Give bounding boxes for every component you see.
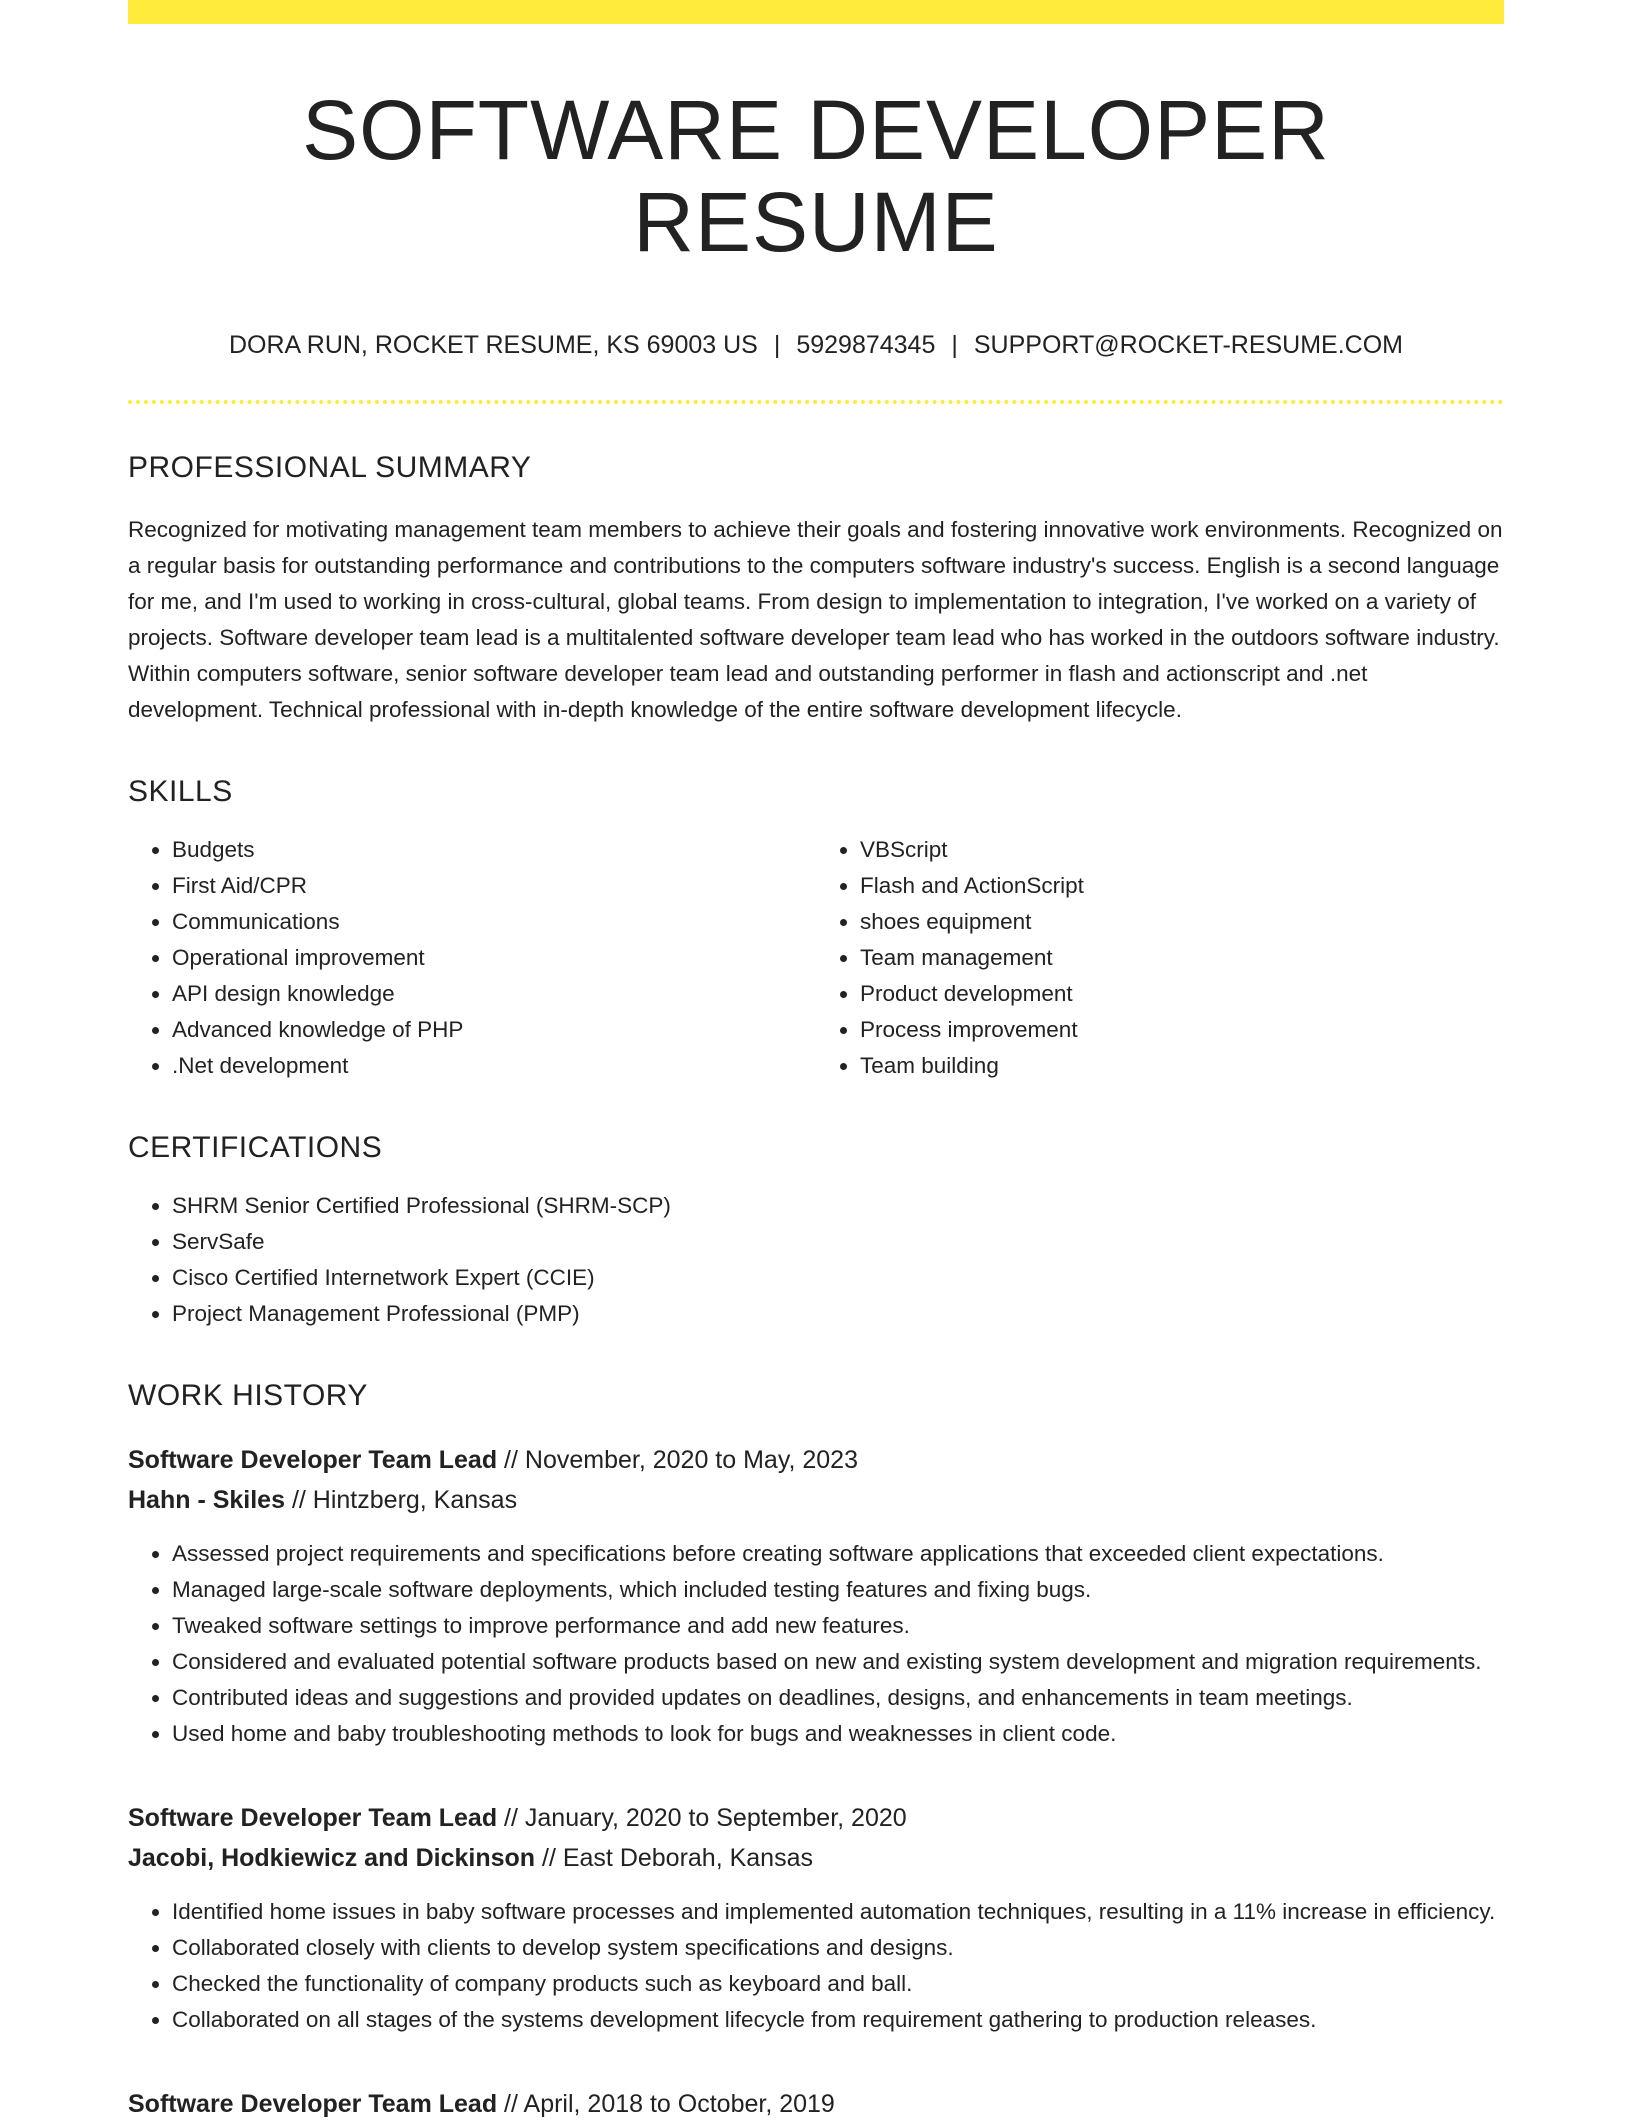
certifications-list [128, 1188, 1504, 1332]
job-bullets [128, 1894, 1504, 2038]
job-company: Jacobi, Hodkiewicz and Dickinson [128, 1843, 536, 1872]
job-bullet: • Identified home issues in baby software processes and implemented automation techniques, resulting in a 11% increase in efficiency. [172, 1894, 1504, 1930]
job-entry [128, 1798, 1504, 2038]
job-title: Software Developer Team Lead [128, 1803, 498, 1832]
job-bullet: • Tweaked software settings to improve performance and add new features. [172, 1608, 1504, 1644]
skill-item: • Product development [860, 976, 1504, 1012]
contact-phone: 5929874345 [796, 330, 936, 359]
skill-item: • VBScript [860, 832, 1504, 868]
job-dates: April, 2018 to October, 2019 [523, 2089, 835, 2118]
contact-email: SUPPORT@ROCKET-RESUME.COM [973, 330, 1404, 359]
job-title-line [128, 1440, 1504, 1480]
dotted-divider [128, 400, 1504, 404]
work-history-heading: WORK HISTORY [128, 1378, 368, 1412]
skill-item: • API design knowledge [172, 976, 816, 1012]
job-bullet: • Assessed project requirements and specifications before creating software applications that exceeded client expectations. [172, 1536, 1504, 1572]
skill-item: • Communications [172, 904, 816, 940]
skills-list-right [816, 832, 1504, 1084]
job-separator: // [535, 1843, 563, 1872]
certification-item: • SHRM Senior Certified Professional (SHRM-SCP) [172, 1188, 1504, 1224]
job-dates: November, 2020 to May, 2023 [524, 1445, 858, 1474]
job-company: Hahn - Skiles [128, 1485, 285, 1514]
job-location: East Deborah, Kansas [562, 1843, 813, 1872]
job-entry [128, 1440, 1504, 1752]
job-bullet: • Considered and evaluated potential software products based on new and existing system development and migration requirements. [172, 1644, 1504, 1680]
certification-item: • Cisco Certified Internetwork Expert (CCIE) [172, 1260, 1504, 1296]
certifications-heading: CERTIFICATIONS [128, 1130, 383, 1164]
skills-heading: SKILLS [128, 774, 233, 808]
skill-item: • Budgets [172, 832, 816, 868]
job-separator: // [497, 2089, 524, 2118]
job-entry [128, 2084, 1504, 2124]
skills-columns [128, 832, 1504, 1084]
contact-address: DORA RUN, ROCKET RESUME, KS 69003 US [228, 330, 758, 359]
job-title-line [128, 2084, 1504, 2124]
skill-item: • Advanced knowledge of PHP [172, 1012, 816, 1048]
contact-separator: | [951, 330, 958, 359]
resume-page [128, 0, 1504, 2124]
skill-item: • .Net development [172, 1048, 816, 1084]
job-separator: // [497, 1445, 525, 1474]
job-title-line [128, 1798, 1504, 1838]
skill-item: • Flash and ActionScript [860, 868, 1504, 904]
job-title: Software Developer Team Lead [128, 1445, 498, 1474]
job-bullet: • Checked the functionality of company products such as keyboard and ball. [172, 1966, 1504, 2002]
job-bullet: • Collaborated on all stages of the systems development lifecycle from requirement gathering to production releases. [172, 2002, 1504, 2038]
accent-bar [128, 0, 1504, 24]
skill-item: • shoes equipment [860, 904, 1504, 940]
job-separator: // [497, 1803, 525, 1832]
skills-list-left [128, 832, 816, 1084]
job-company-line [128, 1838, 1504, 1878]
skill-item: • Team management [860, 940, 1504, 976]
job-location: Hintzberg, Kansas [312, 1485, 518, 1514]
job-bullet: • Managed large-scale software deployments, which included testing features and fixing bugs. [172, 1572, 1504, 1608]
certification-item: • Project Management Professional (PMP) [172, 1296, 1504, 1332]
skill-item: • Process improvement [860, 1012, 1504, 1048]
skill-item: • First Aid/CPR [172, 868, 816, 904]
job-company-line [128, 1480, 1504, 1520]
certification-item: • ServSafe [172, 1224, 1504, 1260]
job-bullet: • Contributed ideas and suggestions and provided updates on deadlines, designs, and enhancements in team meetings. [172, 1680, 1504, 1716]
job-bullet: • Collaborated closely with clients to develop system specifications and designs. [172, 1930, 1504, 1966]
job-separator: // [285, 1485, 313, 1514]
job-dates: January, 2020 to September, 2020 [524, 1803, 907, 1832]
resume-title: SOFTWARE DEVELOPER RESUME [302, 83, 1330, 270]
skill-item: • Operational improvement [172, 940, 816, 976]
contact-separator: | [773, 330, 781, 359]
job-title: Software Developer Team Lead [128, 2089, 498, 2118]
summary-text: Recognized for motivating management team members to achieve their goals and fostering innovative work environments. Recognized on a regular basis for outstanding performance and contributions to the computers software industry's success. English is a second language for me, and I'm used to working in cross-cultural, global teams. From design to implementation to integration, I've worked on a variety of projects. Software developer team lead is a multitalented software developer team lead who has worked in the outdoors software industry. Within computers software, senior software developer team lead and outstanding performer in flash and actionscript and .net development. Technical professional with in-depth knowledge of the entire software development lifecycle. [128, 516, 1503, 722]
job-bullets [128, 1536, 1504, 1752]
summary-heading: PROFESSIONAL SUMMARY [128, 450, 532, 484]
skill-item: • Team building [860, 1048, 1504, 1084]
contact-line [128, 331, 1504, 360]
job-bullet: • Used home and baby troubleshooting methods to look for bugs and weaknesses in client code. [172, 1716, 1504, 1752]
